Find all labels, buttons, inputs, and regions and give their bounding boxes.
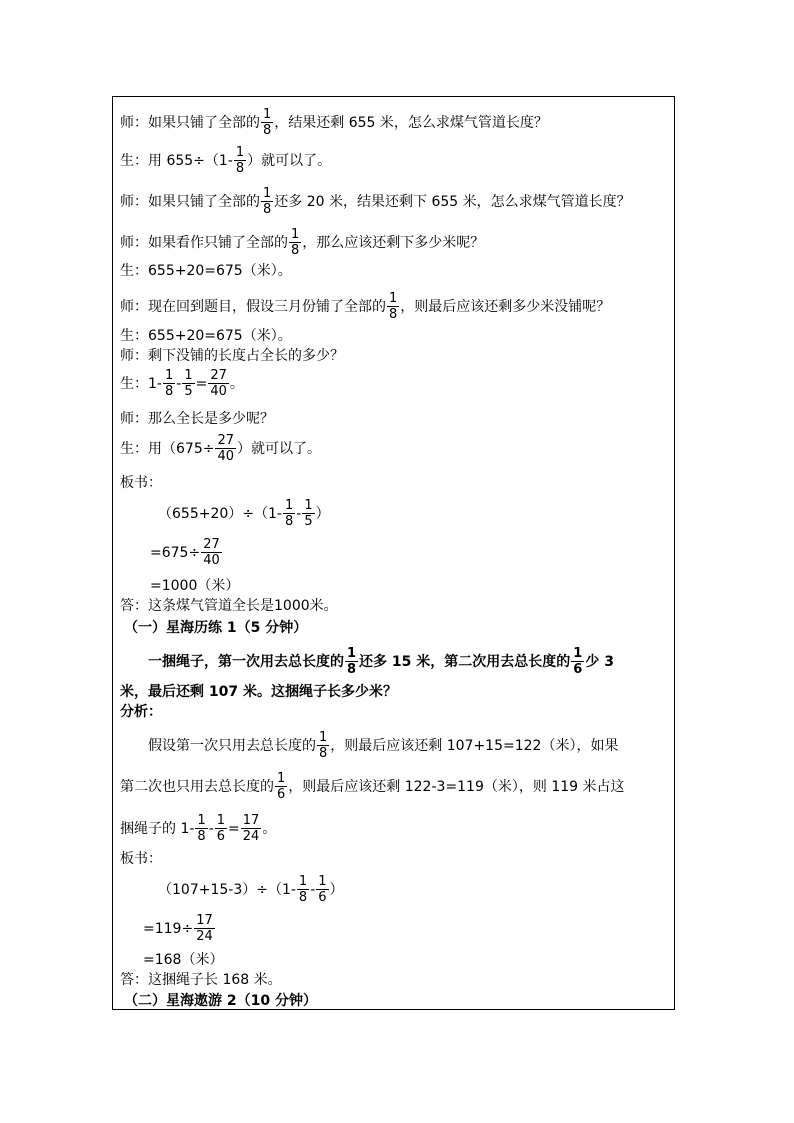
fraction: $\frac{1}{8}$ (235, 145, 245, 176)
fraction: $\frac{27}{40}$ (210, 368, 227, 399)
fraction: $\frac{1}{8}$ (319, 730, 328, 761)
line-8: 师：剩下没铺的长度占全长的多少？ (120, 348, 344, 364)
line-2: 生：用 655÷（1- $\frac{1}{8}$ ）就可以了。 (120, 145, 332, 176)
fraction: $\frac{1}{5}$ (304, 498, 313, 529)
section-heading-2: （二）星海遨游 2（10 分钟） (124, 993, 317, 1009)
fraction: $\frac{1}{6}$ (277, 771, 286, 802)
line-5: 生：655+20=675（米）。 (120, 263, 292, 279)
fraction: $\frac{1}{8}$ (389, 291, 398, 322)
line-27: =168（米） (143, 952, 224, 968)
fraction: $\frac{1}{8}$ (263, 186, 272, 217)
analysis-line-1: 假设第一次只用去总长度的 $\frac{1}{8}$ ，则最后应该还剩 107+15=122（米），如果 (148, 730, 619, 761)
fraction: $\frac{1}{5}$ (184, 368, 193, 399)
line-28: 答：这捆绳子长 168 米。 (120, 972, 282, 988)
fraction: $\frac{1}{8}$ (347, 646, 357, 677)
fraction: $\frac{27}{40}$ (217, 433, 234, 464)
line-13: （655+20）÷（1- $\frac{1}{8}$ - $\frac{1}{5}$ ） (158, 498, 330, 529)
fraction: $\frac{1}{6}$ (318, 874, 327, 905)
fraction: $\frac{1}{8}$ (298, 874, 308, 905)
fraction: $\frac{1}{6}$ (216, 813, 226, 844)
problem-line-1: 一捆绳子，第一次用去总长度的 $\frac{1}{8}$ 还多 15 米，第二次用去总长度的 $\frac{1}{6}$ 少 3 (148, 646, 614, 677)
line-14: =675÷ $\frac{27}{40}$ (150, 537, 220, 568)
fraction: $\frac{1}{8}$ (197, 813, 206, 844)
line-4: 师：如果看作只铺了全部的 $\frac{1}{8}$ ，那么应该还剩下多少米呢？ (120, 227, 485, 258)
line-25: （107+15-3）÷（1- $\frac{1}{8}$ - $\frac{1}{6}$ ） (158, 874, 344, 905)
fraction: $\frac{1}{6}$ (573, 646, 583, 677)
analysis-line-2: 第二次也只用去总长度的 $\frac{1}{6}$ ，则最后应该还剩 122-3=119（米），则 119 米占这 (120, 771, 625, 802)
line-10: 师：那么全长是多少呢？ (120, 411, 274, 427)
section-heading-1: （一）星海历练 1（5 分钟） (124, 620, 308, 636)
fraction: $\frac{1}{8}$ (263, 107, 272, 138)
line-26: =119÷ $\frac{17}{24}$ (143, 913, 213, 944)
problem-line-2: 米，最后还剩 107 米。这捆绳子长多少米？ (120, 684, 397, 700)
line-3: 师：如果只铺了全部的 $\frac{1}{8}$ 还多 20 米，结果还剩下 655 米，怎么求煤气管道长度？ (120, 186, 631, 217)
fraction: $\frac{27}{40}$ (203, 537, 220, 568)
fraction: $\frac{1}{8}$ (284, 498, 294, 529)
analysis-label: 分析： (120, 704, 162, 720)
fraction: $\frac{1}{8}$ (164, 368, 174, 399)
analysis-line-3: 捆绳子的 1- $\frac{1}{8}$ - $\frac{1}{6}$ = $\frac{17}{24}$ 。 (120, 813, 277, 844)
line-7: 生：655+20=675（米）。 (120, 328, 292, 344)
line-16: 答：这条煤气管道全长是1000米。 (120, 598, 338, 614)
line-24: 板书： (120, 851, 162, 867)
fraction: $\frac{1}{8}$ (291, 227, 300, 258)
line-12: 板书： (120, 475, 162, 491)
line-1: 师：如果只铺了全部的 $\frac{1}{8}$ ，结果还剩 655 米，怎么求煤气管道长度？ (120, 107, 548, 138)
fraction: $\frac{17}{24}$ (196, 913, 213, 944)
line-6: 师：现在回到题目，假设三月份铺了全部的 $\frac{1}{8}$ ，则最后应该还剩多少米没铺呢？ (120, 291, 611, 322)
line-9: 生：1- $\frac{1}{8}$ - $\frac{1}{5}$ = $\frac{27}{40}$ 。 (120, 368, 244, 399)
line-15: =1000（米） (150, 578, 240, 594)
line-11: 生：用（675÷ $\frac{27}{40}$ ）就可以了。 (120, 433, 321, 464)
fraction: $\frac{17}{24}$ (242, 813, 260, 844)
